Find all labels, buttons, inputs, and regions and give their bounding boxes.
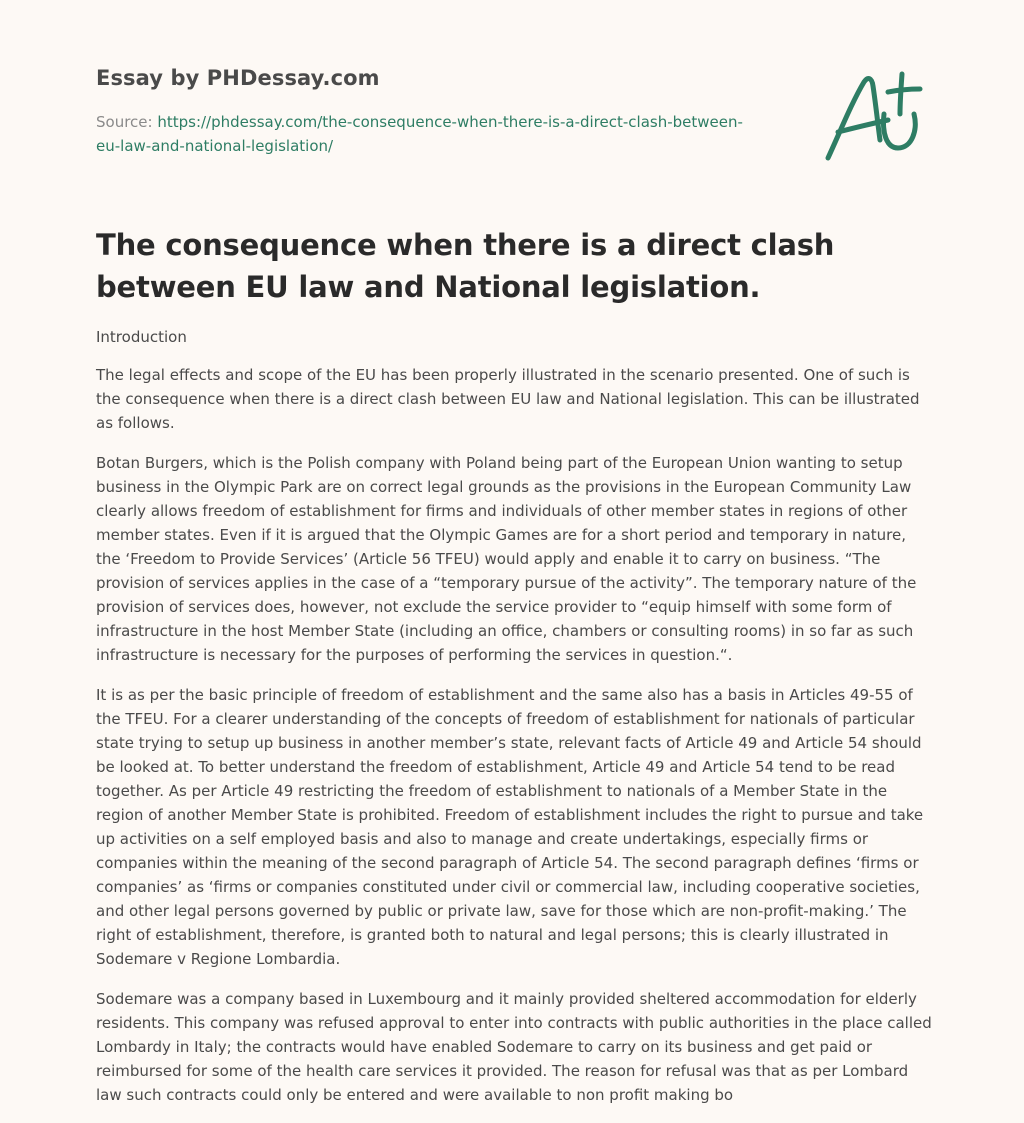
site-brand: Essay by PHDessay.com (96, 66, 380, 90)
source-line (96, 110, 756, 158)
paragraph: The legal effects and scope of the EU has been properly illustrated in the scenario presented. One of such is the consequence when there is a direct clash between EU law and National legislation. This can be illustrated as follows. (96, 366, 920, 432)
paragraph: Sodemare was a company based in Luxembourg and it mainly provided sheltered accommodation for elderly residents. This company was refused approval to enter into contracts with public authorities in the place called Lombardy in Italy; the contracts would have enabled Sodemare to carry on its business and get paid or reimbursed for some of the health care services it provided. The reason for refusal was that as per Lombard law such contracts could only be entered and were available to non profit making bo (96, 990, 932, 1104)
a-plus-grade-icon (818, 62, 928, 172)
paragraph: Botan Burgers, which is the Polish company with Poland being part of the European Union wanting to setup business in the Olympic Park are on correct legal grounds as the provisions in the European Community Law clearly allows freedom of establishment for firms and individuals of other member states in regions of other member states. Even if it is argued that the Olympic Games are for a short period and temporary in nature, the ‘Freedom to Provide Services’ (Article 56 TFEU) would apply and enable it to carry on business. “The provision of services applies in the case of a “temporary pursue of the activity”. The temporary nature of the provision of services does, however, not exclude the service provider to “equip himself with some form of infrastructure in the host Member State (including an office, chambers or consulting rooms) in so far as such infrastructure is necessary for the purposes of performing the services in question.“. (96, 454, 917, 664)
essay-body (96, 325, 932, 1123)
essay-title: The consequence when there is a direct clash between EU law and National legislation. (96, 228, 835, 304)
source-label: Source: (96, 113, 158, 131)
paragraph: It is as per the basic principle of freedom of establishment and the same also has a basis in Articles 49-55 of the TFEU. For a clearer understanding of the concepts of freedom of establishment for nationals of particular state trying to setup up business in another member’s state, relevant facts of Article 49 and Article 54 should be looked at. To better understand the freedom of establishment, Article 49 and Article 54 tend to be read together. As per Article 49 restricting the freedom of establishment to nationals of a Member State in the region of another Member State is prohibited. Freedom of establishment includes the right to pursue and take up activities on a self employed basis and also to manage and create undertakings, especially firms or companies within the meaning of the second paragraph of Article 54. The second paragraph defines ‘firms or companies’ as ‘firms or companies constituted under civil or commercial law, including cooperative societies, and other legal persons governed by public or private law, save for those which are non-profit-making.’ The right of establishment, therefore, is granted both to natural and legal persons; this is clearly illustrated in Sodemare v Regione Lombardia. (96, 686, 924, 968)
section-heading-introduction: Introduction (96, 328, 187, 346)
source-link[interactable]: https://phdessay.com/the-consequence-when-there-is-a-direct-clash-between-eu-law-and-national-legislation/ (96, 113, 743, 155)
